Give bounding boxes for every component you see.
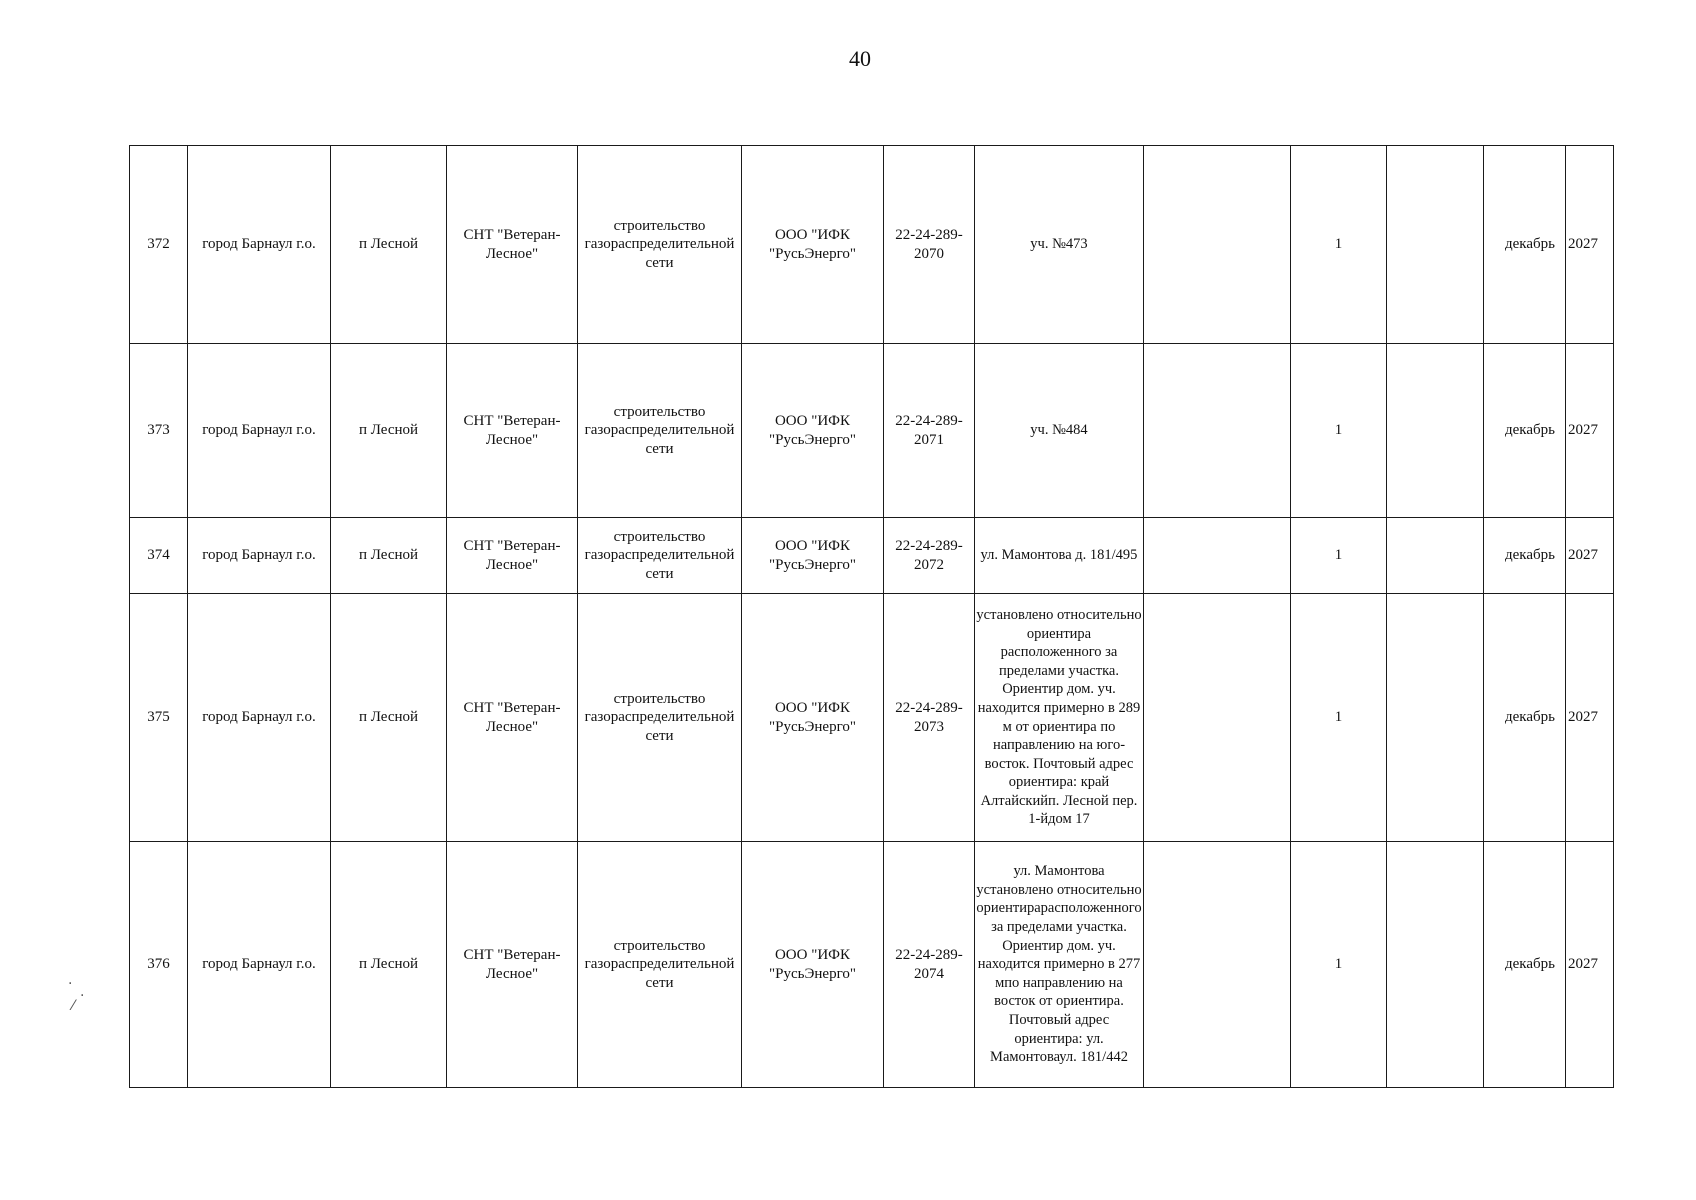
row-number-cell: 375 xyxy=(130,594,188,842)
code-cell: 22-24-289-2071 xyxy=(884,344,975,518)
month-cell: декабрь xyxy=(1484,344,1566,518)
district-cell: город Барнаул г.о. xyxy=(188,594,331,842)
code-cell: 22-24-289-2072 xyxy=(884,518,975,594)
address-cell: ул. Мамонтова д. 181/495 xyxy=(975,518,1144,594)
register-body xyxy=(130,146,1614,1088)
table-row xyxy=(130,344,1614,518)
settlement-cell: п Лесной xyxy=(331,842,447,1088)
month-cell: декабрь xyxy=(1484,518,1566,594)
district-cell: город Барнаул г.о. xyxy=(188,518,331,594)
page-number: 40 xyxy=(849,46,871,71)
company-cell: ООО "ИФК "РусьЭнерго" xyxy=(742,146,884,344)
empty-cell xyxy=(1387,594,1484,842)
district-cell: город Барнаул г.о. xyxy=(188,344,331,518)
scan-speck: ⁄ xyxy=(72,998,75,1014)
empty-cell xyxy=(1387,146,1484,344)
empty-cell xyxy=(1144,146,1291,344)
address-cell: ул. Мамонтова установлено относительно ориентирарасположенного за пределами участка. Ориентир дом. уч. находится примерно в 277 мпо направлению на восток от ориентира. Почтовый адрес ориентира: ул. Мамонтоваул. 181/442 xyxy=(975,842,1144,1088)
empty-cell xyxy=(1144,518,1291,594)
address-cell: установлено относительно ориентира расположенного за пределами участка. Ориентир дом. уч. находится примерно в 289 м от ориентира по направлению на юго-восток. Почтовый адрес ориентира: край Алтайскийп. Лесной пер. 1-йдом 17 xyxy=(975,594,1144,842)
work-type-cell: строительство газораспределительной сети xyxy=(578,594,742,842)
empty-cell xyxy=(1144,842,1291,1088)
month-cell: декабрь xyxy=(1484,146,1566,344)
settlement-cell: п Лесной xyxy=(331,594,447,842)
partnership-cell: СНТ "Ветеран-Лесное" xyxy=(447,518,578,594)
partnership-cell: СНТ "Ветеран-Лесное" xyxy=(447,146,578,344)
row-number-cell: 374 xyxy=(130,518,188,594)
company-cell: ООО "ИФК "РусьЭнерго" xyxy=(742,344,884,518)
work-type-cell: строительство газораспределительной сети xyxy=(578,344,742,518)
year-cell: 2027 xyxy=(1566,146,1614,344)
table-row xyxy=(130,842,1614,1088)
table-row xyxy=(130,518,1614,594)
table-row xyxy=(130,594,1614,842)
company-cell: ООО "ИФК "РусьЭнерго" xyxy=(742,594,884,842)
row-number-cell: 376 xyxy=(130,842,188,1088)
empty-cell xyxy=(1387,518,1484,594)
year-cell: 2027 xyxy=(1566,344,1614,518)
quantity-cell: 1 xyxy=(1291,594,1387,842)
quantity-cell: 1 xyxy=(1291,146,1387,344)
scan-speck: · xyxy=(68,976,73,992)
table-row xyxy=(130,146,1614,344)
district-cell: город Барнаул г.о. xyxy=(188,146,331,344)
empty-cell xyxy=(1387,842,1484,1088)
company-cell: ООО "ИФК "РусьЭнерго" xyxy=(742,518,884,594)
settlement-cell: п Лесной xyxy=(331,344,447,518)
partnership-cell: СНТ "Ветеран-Лесное" xyxy=(447,594,578,842)
quantity-cell: 1 xyxy=(1291,842,1387,1088)
district-cell: город Барнаул г.о. xyxy=(188,842,331,1088)
month-cell: декабрь xyxy=(1484,842,1566,1088)
code-cell: 22-24-289-2070 xyxy=(884,146,975,344)
work-type-cell: строительство газораспределительной сети xyxy=(578,146,742,344)
register-table xyxy=(129,145,1614,1088)
address-cell: уч. №484 xyxy=(975,344,1144,518)
work-type-cell: строительство газораспределительной сети xyxy=(578,842,742,1088)
quantity-cell: 1 xyxy=(1291,344,1387,518)
year-cell: 2027 xyxy=(1566,594,1614,842)
row-number-cell: 373 xyxy=(130,344,188,518)
scan-speck: · xyxy=(80,988,85,1004)
row-number-cell: 372 xyxy=(130,146,188,344)
partnership-cell: СНТ "Ветеран-Лесное" xyxy=(447,344,578,518)
code-cell: 22-24-289-2074 xyxy=(884,842,975,1088)
year-cell: 2027 xyxy=(1566,842,1614,1088)
quantity-cell: 1 xyxy=(1291,518,1387,594)
empty-cell xyxy=(1144,594,1291,842)
empty-cell xyxy=(1387,344,1484,518)
company-cell: ООО "ИФК "РусьЭнерго" xyxy=(742,842,884,1088)
work-type-cell: строительство газораспределительной сети xyxy=(578,518,742,594)
settlement-cell: п Лесной xyxy=(331,146,447,344)
year-cell: 2027 xyxy=(1566,518,1614,594)
address-cell: уч. №473 xyxy=(975,146,1144,344)
code-cell: 22-24-289-2073 xyxy=(884,594,975,842)
settlement-cell: п Лесной xyxy=(331,518,447,594)
empty-cell xyxy=(1144,344,1291,518)
month-cell: декабрь xyxy=(1484,594,1566,842)
partnership-cell: СНТ "Ветеран-Лесное" xyxy=(447,842,578,1088)
